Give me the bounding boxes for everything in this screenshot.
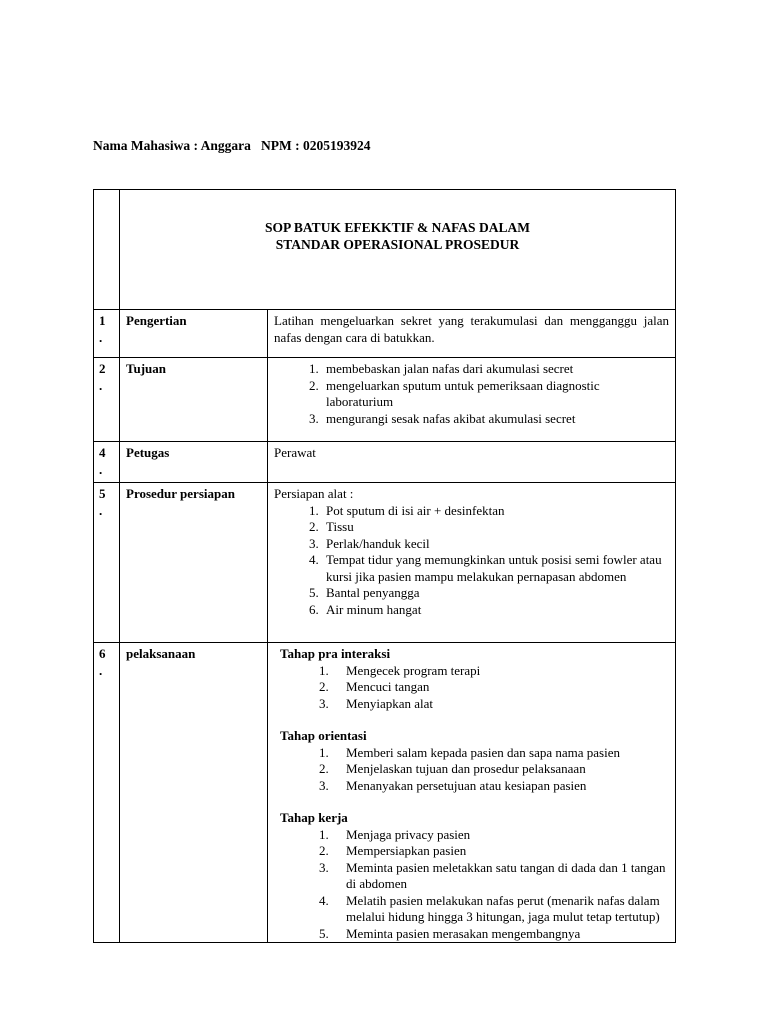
row-content: [268, 358, 676, 442]
student-npm: NPM : 0205193924: [261, 138, 371, 153]
row-label: Pengertian: [120, 310, 268, 358]
title-row: [94, 190, 676, 310]
row-number: 4 .: [94, 442, 120, 483]
row-number: 6 .: [94, 643, 120, 943]
orientasi-list: [274, 745, 669, 795]
list-item: 2. Menjelaskan tujuan dan prosedur pelaksanaan: [332, 761, 669, 778]
section-heading: Tahap kerja: [280, 810, 348, 825]
student-header: [93, 138, 370, 155]
section-heading: Tahap pra interaksi: [280, 646, 391, 661]
row-number: 5 .: [94, 483, 120, 643]
row-number: 2 .: [94, 358, 120, 442]
list-item: 3. Perlak/handuk kecil: [322, 536, 669, 553]
list-item: 2. Mencuci tangan: [332, 679, 669, 696]
list-item: 1. Pot sputum di isi air + desinfektan: [322, 503, 669, 520]
title-line-2: STANDAR OPERASIONAL PROSEDUR: [275, 236, 520, 252]
tujuan-list: [274, 361, 669, 427]
table-row-pelaksanaan: [94, 643, 676, 943]
sop-table: [93, 189, 676, 943]
pra-interaksi-list: [274, 663, 669, 713]
list-item: 1. Memberi salam kepada pasien dan sapa nama pasien: [332, 745, 669, 762]
list-item: 1. Mengecek program terapi: [332, 663, 669, 680]
list-item: 3. Menanyakan persetujuan atau kesiapan pasien: [332, 778, 669, 795]
row-content: Perawat: [268, 442, 676, 483]
title-empty-cell: [94, 190, 120, 310]
row-content: [268, 643, 676, 943]
list-item: 1. Menjaga privacy pasien: [332, 827, 669, 844]
persiapan-list: [274, 503, 669, 619]
table-row-petugas: [94, 442, 676, 483]
list-item: 3. Menyiapkan alat: [332, 696, 669, 713]
row-label: Tujuan: [120, 358, 268, 442]
list-item: 6. Air minum hangat: [322, 602, 669, 619]
list-item: 2. mengeluarkan sputum untuk pemeriksaan diagnostic laboraturium: [322, 378, 669, 411]
persiapan-intro: Persiapan alat :: [274, 486, 354, 501]
row-content: [268, 483, 676, 643]
kerja-list: [274, 827, 669, 943]
list-item: 1. membebaskan jalan nafas dari akumulasi secret: [322, 361, 669, 378]
list-item: 3. mengurangi sesak nafas akibat akumulasi secret: [322, 411, 669, 428]
student-name: Nama Mahasiwa : Anggara: [93, 138, 251, 153]
list-item: 2. Tissu: [322, 519, 669, 536]
list-item: 4. Tempat tidur yang memungkinkan untuk posisi semi fowler atau kursi jika pasien mampu melakukan pernapasan abdomen: [322, 552, 669, 585]
row-content: Latihan mengeluarkan sekret yang terakumulasi dan mengganggu jalan nafas dengan cara di batukkan.: [268, 310, 676, 358]
list-item: 5. Meminta pasien merasakan mengembangnya: [332, 926, 669, 943]
document-title: [120, 190, 676, 310]
list-item: 5. Bantal penyangga: [322, 585, 669, 602]
row-label: Petugas: [120, 442, 268, 483]
row-number: 1 .: [94, 310, 120, 358]
list-item: 2. Mempersiapkan pasien: [332, 843, 669, 860]
table-row-pengertian: [94, 310, 676, 358]
title-line-1: SOP BATUK EFEKKTIF & NAFAS DALAM: [265, 220, 530, 235]
table-row-tujuan: [94, 358, 676, 442]
table-row-prosedur-persiapan: [94, 483, 676, 643]
row-label: Prosedur persiapan: [120, 483, 268, 643]
list-item: 3. Meminta pasien meletakkan satu tangan di dada dan 1 tangan di abdomen: [332, 860, 669, 893]
section-heading: Tahap orientasi: [280, 728, 367, 743]
row-label: pelaksanaan: [120, 643, 268, 943]
list-item: 4. Melatih pasien melakukan nafas perut (menarik nafas dalam melalui hidung hingga 3 hitungan, jaga mulut tetap tertutup): [332, 893, 669, 926]
